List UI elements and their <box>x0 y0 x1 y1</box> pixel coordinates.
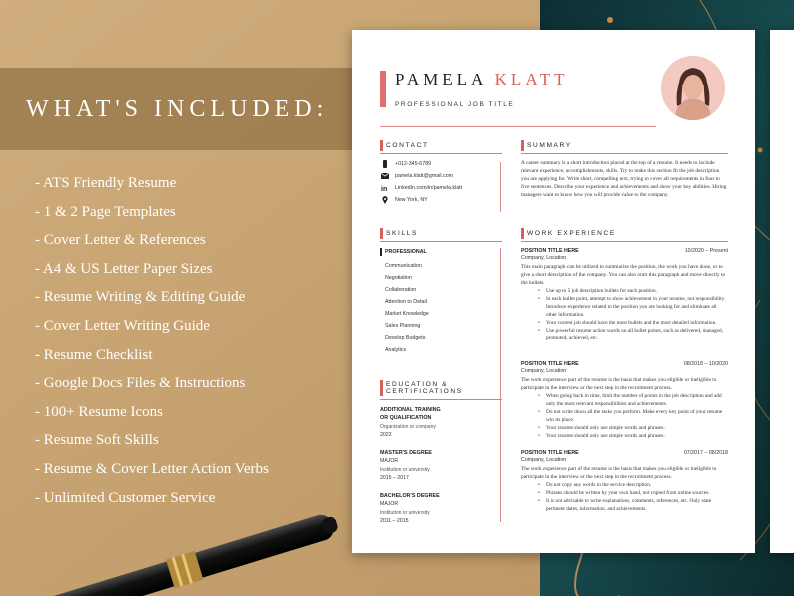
education-heading-2: CERTIFICATIONS <box>386 388 463 395</box>
education-heading-1: EDUCATION & <box>386 381 449 388</box>
feature-item: - Resume Checklist <box>35 346 153 363</box>
job-title: POSITION TITLE HERE <box>521 450 579 456</box>
skill-item: Sales Planning <box>385 323 421 329</box>
feature-list <box>35 172 269 515</box>
contact-location: New York, NY <box>395 197 428 203</box>
feature-item: - Google Docs Files & Instructions <box>35 375 246 392</box>
summary-heading: SUMMARY <box>527 142 572 149</box>
job-bullet: • In each bullet point, attempt to show achievement in your resume, not responsibility. Introduce experience related to the position you are looking for and eliminate all other information. <box>537 296 728 320</box>
included-title: WHAT'S INCLUDED: <box>26 96 329 122</box>
job-bullet: • Do not write down all the tasks you perform. Make every key point of your resume win its place. <box>537 409 728 425</box>
linkedin-icon <box>381 184 389 192</box>
feature-item: - Resume Soft Skills <box>35 432 159 449</box>
education-org: Institution or university <box>380 510 430 516</box>
skills-group-title: PROFESSIONAL <box>385 249 427 255</box>
job-date: 07/2017 – 08/2018 <box>683 450 728 456</box>
education-org: Institution or university <box>380 467 430 473</box>
job-description: The work experience part of the resume is the basis that makes you eligible or ineligible to participate in the interview or the next step in the recruitment process. <box>521 377 717 391</box>
education-major: MAJOR <box>380 458 399 464</box>
summary-accent <box>521 140 524 151</box>
feature-item: - 100+ Resume Icons <box>35 403 164 420</box>
skill-item: Collaboration <box>385 287 417 293</box>
contact-heading: CONTACT <box>386 142 429 149</box>
job-bullet: • Use up to 5 job description bullets for each position. <box>537 288 728 296</box>
location-icon <box>381 196 389 204</box>
job-bullets <box>537 393 728 440</box>
job-bullet: • It is not advisable to write explanations, comments, references, etc. Only state pertinent dates, information, and achievements. <box>537 498 728 514</box>
feature-item: - Resume & Cover Letter Action Verbs <box>35 460 269 477</box>
experience-heading: WORK EXPERIENCE <box>527 230 616 237</box>
skill-item: Attention to Detail <box>385 299 427 305</box>
last-name: KLATT <box>494 70 569 89</box>
job-company: Company, Location <box>521 368 567 374</box>
summary-underline <box>521 153 728 154</box>
job-description: The work experience part of the resume is the basis that makes you eligible or ineligible to participate in the interview or the next step in the recruitment process. <box>521 466 717 480</box>
resume-name <box>395 70 568 90</box>
feature-item: - A4 & US Letter Paper Sizes <box>35 260 213 277</box>
email-icon <box>381 172 389 180</box>
skill-item: Communication <box>385 263 422 269</box>
job-company: Company, Location <box>521 255 567 261</box>
skill-item: Market Knowledge <box>385 311 429 317</box>
skills-group-marker <box>380 248 382 256</box>
resume-page <box>352 30 755 553</box>
job-bullet: • Use powerful resume action words on all bullet points, such as delivered, managed, promoted, achieved, etc. <box>537 328 728 344</box>
skills-accent <box>380 228 383 239</box>
job-bullet: • When going back in time, limit the number of points in the job description and add only the most relevant responsibilities and achievements. <box>537 393 728 409</box>
skill-item: Negotiation <box>385 275 412 281</box>
job-bullets <box>537 288 728 343</box>
job-bullet: • Your resume should only use simple words and phrases. <box>537 433 728 441</box>
education-title: BACHELOR'S DEGREE <box>380 493 440 499</box>
job-description: This main paragraph can be utilized to summarize the position, the work you have done, or to give a short description of the company. You can also omit this paragraph and move directly to the bullets. <box>521 264 726 286</box>
contact-email: pamela.klatt@gmail.com <box>395 173 454 179</box>
first-name: PAMELA <box>395 70 487 89</box>
skills-heading: SKILLS <box>386 230 418 237</box>
job-bullet: • Your resume should only use simple words and phrases. <box>537 425 728 433</box>
job-date: 10/2020 – Present <box>684 248 728 254</box>
feature-item: - ATS Friendly Resume <box>35 175 177 191</box>
education-underline <box>380 399 502 400</box>
job-bullet: • Do not copy any words in the service description. <box>537 482 728 490</box>
experience-accent <box>521 228 524 239</box>
contact-phone: +012-345-6789 <box>395 161 432 167</box>
feature-item: - Unlimited Customer Service <box>35 489 216 506</box>
job-bullets <box>537 482 728 514</box>
skill-item: Develop Budgets <box>385 335 426 341</box>
feature-item: - 1 & 2 Page Templates <box>35 203 176 220</box>
job-title: POSITION TITLE HERE <box>521 248 579 254</box>
education-year: 2015 – 2017 <box>380 475 409 481</box>
education-title: MASTER'S DEGREE <box>380 450 432 456</box>
job-company: Company, Location <box>521 457 567 463</box>
job-bullet: • Your current job should have the most bullets and the most detailed information. <box>537 320 728 328</box>
column-divider <box>500 162 501 212</box>
contact-underline <box>380 153 502 154</box>
feature-item: - Resume Writing & Editing Guide <box>35 289 246 306</box>
contact-linkedin: LinkedIn.com/in/pamela.klatt <box>395 185 463 191</box>
svg-text:in: in <box>381 186 388 192</box>
job-title: POSITION TITLE HERE <box>521 361 579 367</box>
experience-underline <box>521 241 728 242</box>
profile-photo <box>661 56 725 120</box>
header-divider <box>380 126 656 127</box>
skill-item: Analytics <box>385 347 407 353</box>
education-org: Organization or company <box>380 424 436 430</box>
job-title: PROFESSIONAL JOB TITLE <box>395 101 515 108</box>
job-date: 08/2018 – 10/2020 <box>683 361 728 367</box>
job-bullet: • Phrases should be written by your own hand, not copied from online sources. <box>537 490 728 498</box>
education-year: 2011 – 2015 <box>380 518 409 524</box>
education-title: ADDITIONAL TRAINING OR QUALIFICATION <box>380 407 441 421</box>
skills-underline <box>380 241 502 242</box>
education-major: MAJOR <box>380 501 399 507</box>
feature-item: - Cover Letter Writing Guide <box>35 317 210 334</box>
name-accent-bar <box>380 71 386 107</box>
resume-page-two <box>770 30 794 553</box>
phone-icon <box>381 160 389 168</box>
summary-text: A career summary is a short introduction placed at the top of a resume. It needs to include relevant experience, accomplishments, skills. Try to make this section fit the job description you are applying for. Write short, compelling text, trying to cover all requirements in four to five sentences. Describe your experience and achievements and show your key abilities. Hiring managers want to know how you will provide value to the company. <box>521 160 727 198</box>
column-divider <box>500 248 501 522</box>
education-year: 2022 <box>380 432 392 438</box>
education-accent <box>380 380 383 396</box>
feature-item: - Cover Letter & References <box>35 232 206 249</box>
contact-accent <box>380 140 383 151</box>
